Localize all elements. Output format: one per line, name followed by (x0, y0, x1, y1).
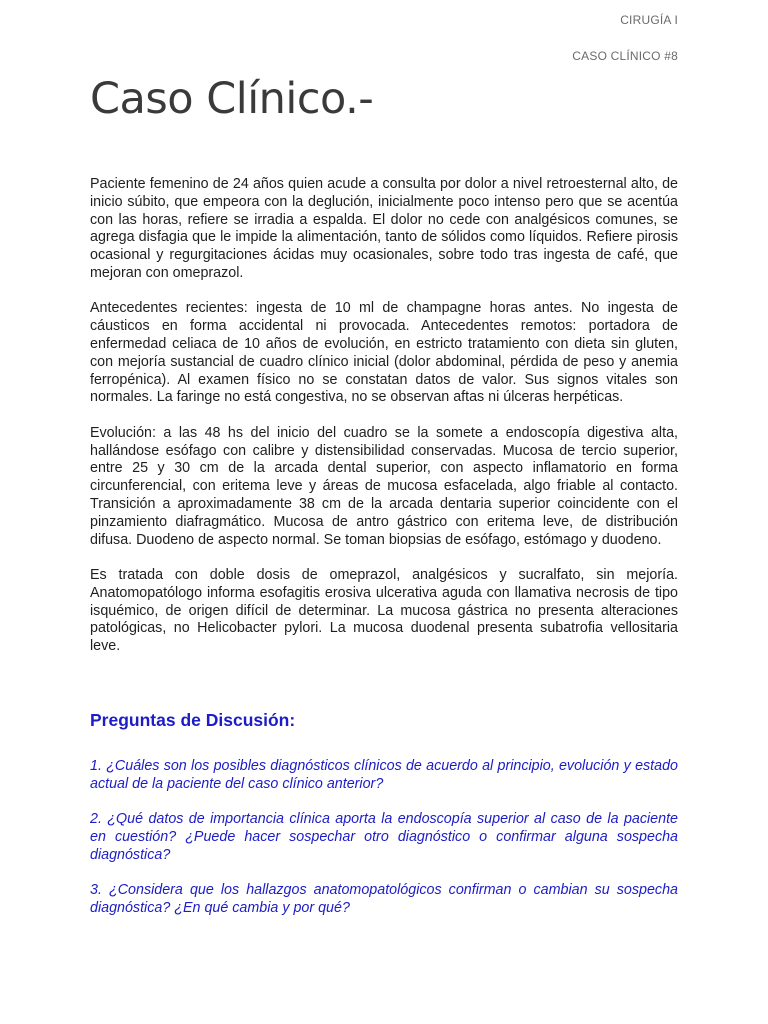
question-item: 3. ¿Considera que los hallazgos anatomopatológicos confirman o cambian su sospecha diagnóstica? ¿En qué cambia y por qué? (90, 881, 678, 916)
header-case-number: CASO CLÍNICO #8 (572, 49, 678, 63)
document-title: Caso Clínico.- (90, 74, 374, 124)
paragraph-antecedentes: Antecedentes recientes: ingesta de 10 ml de champagne horas antes. No ingesta de cáusticos en forma accidental ni provocada. Antecedentes remotos: portadora de enfermedad celiaca de 10 años de evolución, en estricto tratamiento con dieta sin gluten, con mejoría sustancial de cuadro clínico inicial (dolor abdominal, pérdida de peso y anemia ferropénica). Al examen físico no se constatan datos de valor. Sus signos vitales son normales. La faringe no está congestiva, no se observan aftas ni úlceras herpéticas. (90, 300, 678, 406)
question-item: 2. ¿Qué datos de importancia clínica aporta la endoscopía superior al caso de la paciente en cuestión? ¿Puede hacer sospechar otro diagnóstico o confirmar alguna sospecha diagnóstica? (90, 810, 678, 863)
question-item: 1. ¿Cuáles son los posibles diagnósticos clínicos de acuerdo al principio, evolución y estado actual de la paciente del caso clínico anterior? (90, 758, 678, 792)
header-course: CIRUGÍA I (620, 13, 678, 27)
case-body (90, 176, 678, 674)
paragraph-presentation: Paciente femenino de 24 años quien acude a consulta por dolor a nivel retroesternal alto, de inicio súbito, que empeora con la deglución, inicialmente poco intenso pero que se acentúa con las horas, refiere se irradia a espalda. El dolor no cede con analgésicos comunes, se agrega disfagia que le impide la alimentación, tanto de sólidos como líquidos. Refiere pirosis ocasional y regurgitaciones ácidas muy ocasionales, sobre todo tras ingesta de café, que mejoran con omeprazol. (90, 176, 678, 281)
paragraph-tratamiento: Es tratada con doble dosis de omeprazol, analgésicos y sucralfato, sin mejoría. Anatomopatólogo informa esofagitis erosiva ulcerativa aguda con llamativa necrosis de tipo isquémico, de origen difícil de determinar. La mucosa gástrica no presenta alteraciones patológicas, no Helicobacter pylori. La mucosa duodenal presenta subatrofia vellositaria leve. (90, 566, 678, 655)
paragraph-evolucion: Evolución: a las 48 hs del inicio del cuadro se la somete a endoscopía digestiva alta, hallándose esófago con calibre y distensibilidad conservadas. Mucosa de tercio superior, entre 25 y 30 cm de la arcada dental superior, con aspecto inflamatorio en forma circunferencial, con eritema leve y áreas de mucosa esfacelada, algo friable al contacto. Transición a aproximadamente 38 cm de la arcada dentaria superior coincidente con el pinzamiento diafragmático. Mucosa de antro gástrico con eritema leve, de distribución difusa. Duodeno de aspecto normal. Se toman biopsias de esófago, estómago y duodeno. (90, 424, 678, 548)
discussion-heading: Preguntas de Discusión: (90, 710, 296, 730)
discussion-questions (90, 758, 678, 935)
